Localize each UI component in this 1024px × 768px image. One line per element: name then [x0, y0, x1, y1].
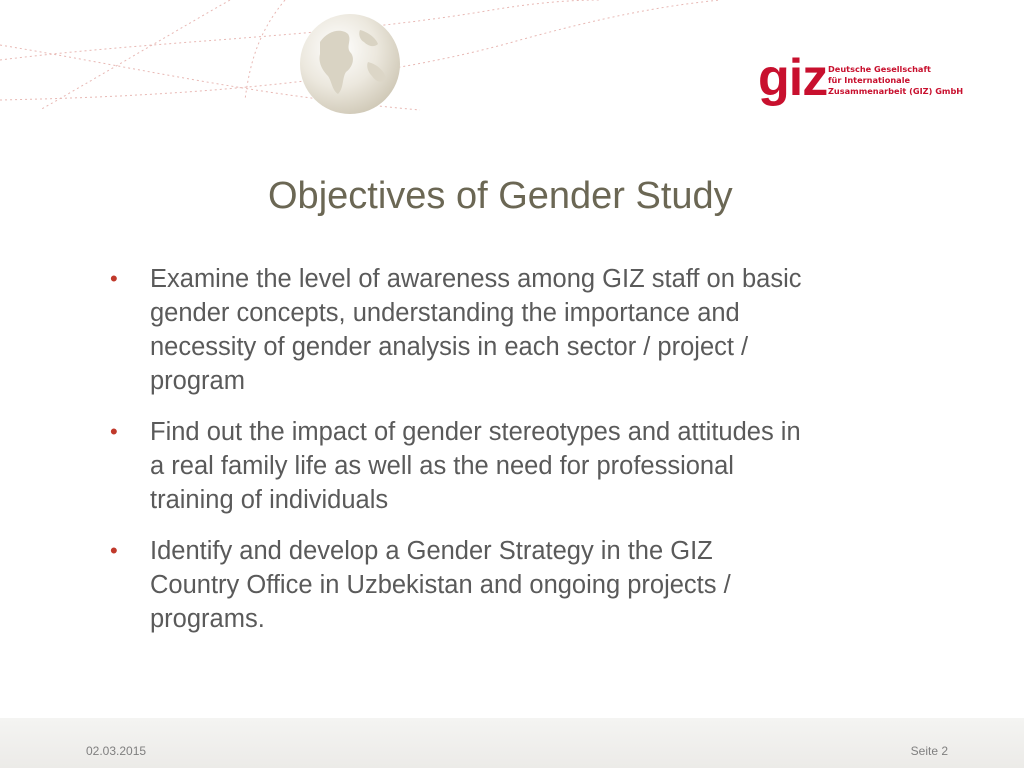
globe-icon [298, 12, 402, 116]
giz-logo-line: für Internationale [828, 75, 911, 85]
bullet-item [106, 534, 806, 636]
bullet-text: Examine the level of awareness among GIZ staff on basic gender concepts, understanding the importance and necessity of gender analysis in each sector / project / program [150, 265, 802, 395]
bullet-list [106, 262, 806, 653]
footer-date: 02.03.2015 [86, 744, 147, 758]
decorative-arc [40, 0, 230, 110]
bullet-item [106, 415, 806, 517]
giz-logo [758, 49, 964, 110]
bullet-marker: • [110, 538, 118, 563]
giz-logo-line: Deutsche Gesellschaft [828, 64, 931, 74]
footer-page-number: Seite 2 [910, 744, 948, 758]
giz-logo-mark: giz [758, 49, 828, 107]
slide-title: Objectives of Gender Study [268, 175, 733, 217]
footer-band [0, 718, 1024, 768]
bullet-marker: • [110, 266, 118, 291]
bullet-item [106, 262, 806, 398]
giz-logo-line: Zusammenarbeit (GIZ) GmbH [828, 86, 964, 96]
bullet-text: Identify and develop a Gender Strategy in the GIZ Country Office in Uzbekistan and ongoing projects / programs. [150, 537, 731, 633]
bullet-text: Find out the impact of gender stereotypes and attitudes in a real family life as well as the need for professional training of individuals [150, 418, 801, 514]
giz-logo-text [828, 64, 963, 97]
bullet-marker: • [110, 419, 118, 444]
